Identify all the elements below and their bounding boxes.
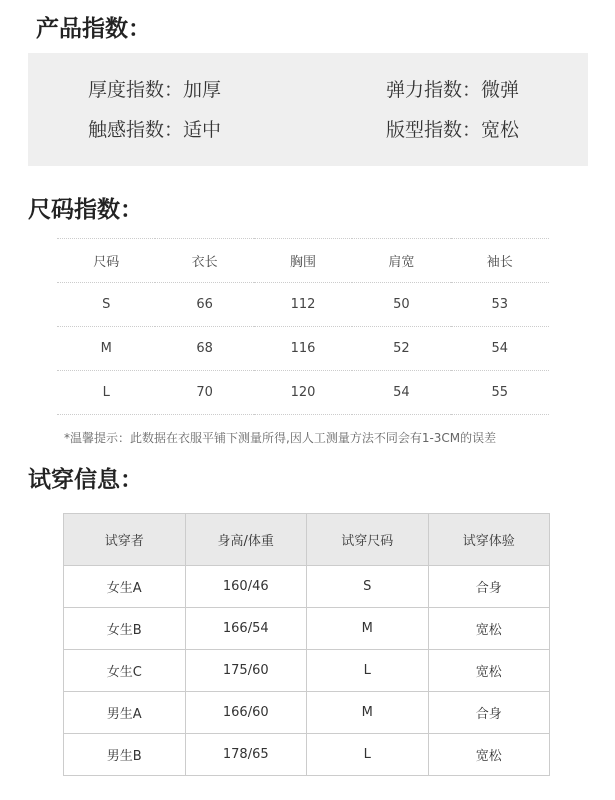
table-cell: S (57, 283, 155, 327)
tryon-table (63, 513, 550, 776)
table-cell: 116 (254, 327, 352, 371)
touch-index (88, 117, 221, 143)
thickness-index (88, 77, 221, 103)
column-header-shoulder: 肩宽 (352, 239, 450, 283)
table-cell: L (307, 650, 429, 692)
table-row (57, 327, 549, 371)
table-row (64, 608, 550, 650)
table-cell: 合身 (428, 692, 550, 734)
column-header-tryon-size: 试穿尺码 (307, 514, 429, 566)
table-cell: 宽松 (428, 650, 550, 692)
fit-index (386, 117, 519, 143)
table-cell: 160/46 (185, 566, 307, 608)
table-cell: L (57, 371, 155, 415)
column-header-experience: 试穿体验 (428, 514, 550, 566)
index-label: 厚度指数： (88, 79, 184, 101)
index-value: 宽松 (481, 119, 520, 141)
table-cell: 54 (352, 371, 450, 415)
table-cell: M (307, 692, 429, 734)
table-cell: 男生B (64, 734, 186, 776)
index-label: 触感指数： (88, 119, 184, 141)
elasticity-index (386, 77, 519, 103)
table-cell: 68 (155, 327, 253, 371)
table-cell: 宽松 (428, 734, 550, 776)
table-cell: 120 (254, 371, 352, 415)
product-index-panel (28, 53, 588, 166)
table-cell: 70 (155, 371, 253, 415)
table-cell: 175/60 (185, 650, 307, 692)
size-chart-table (57, 238, 549, 415)
table-row (57, 283, 549, 327)
size-table-header-row (57, 239, 549, 283)
table-cell: 宽松 (428, 608, 550, 650)
index-value: 加厚 (183, 79, 222, 101)
index-value: 微弹 (481, 79, 520, 101)
table-row (64, 566, 550, 608)
table-cell: M (57, 327, 155, 371)
product-index-title: 产品指数： (36, 16, 151, 42)
table-cell: 52 (352, 327, 450, 371)
column-header-tester: 试穿者 (64, 514, 186, 566)
tryon-info-title: 试穿信息： (28, 467, 143, 493)
table-cell: 166/60 (185, 692, 307, 734)
table-cell: 66 (155, 283, 253, 327)
size-index-title: 尺码指数： (28, 197, 143, 223)
table-cell: L (307, 734, 429, 776)
table-cell: 53 (451, 283, 549, 327)
column-header-length: 衣长 (155, 239, 253, 283)
table-cell: 女生C (64, 650, 186, 692)
table-row (64, 692, 550, 734)
table-cell: S (307, 566, 429, 608)
table-cell: 合身 (428, 566, 550, 608)
column-header-sleeve: 袖长 (451, 239, 549, 283)
table-cell: 女生A (64, 566, 186, 608)
table-cell: 男生A (64, 692, 186, 734)
table-cell: 50 (352, 283, 450, 327)
table-cell: 166/54 (185, 608, 307, 650)
table-row (64, 650, 550, 692)
index-label: 弹力指数： (386, 79, 482, 101)
table-cell: M (307, 608, 429, 650)
index-value: 适中 (183, 119, 222, 141)
table-cell: 54 (451, 327, 549, 371)
table-cell: 女生B (64, 608, 186, 650)
tryon-table-header-row (64, 514, 550, 566)
table-row (64, 734, 550, 776)
column-header-height-weight: 身高/体重 (185, 514, 307, 566)
table-cell: 178/65 (185, 734, 307, 776)
table-cell: 112 (254, 283, 352, 327)
table-row (57, 371, 549, 415)
measurement-note: *温馨提示：此数据在衣服平铺下测量所得,因人工测量方法不同会有1-3CM的误差 (64, 431, 497, 445)
table-cell: 55 (451, 371, 549, 415)
column-header-chest: 胸围 (254, 239, 352, 283)
column-header-size: 尺码 (57, 239, 155, 283)
index-label: 版型指数： (386, 119, 482, 141)
